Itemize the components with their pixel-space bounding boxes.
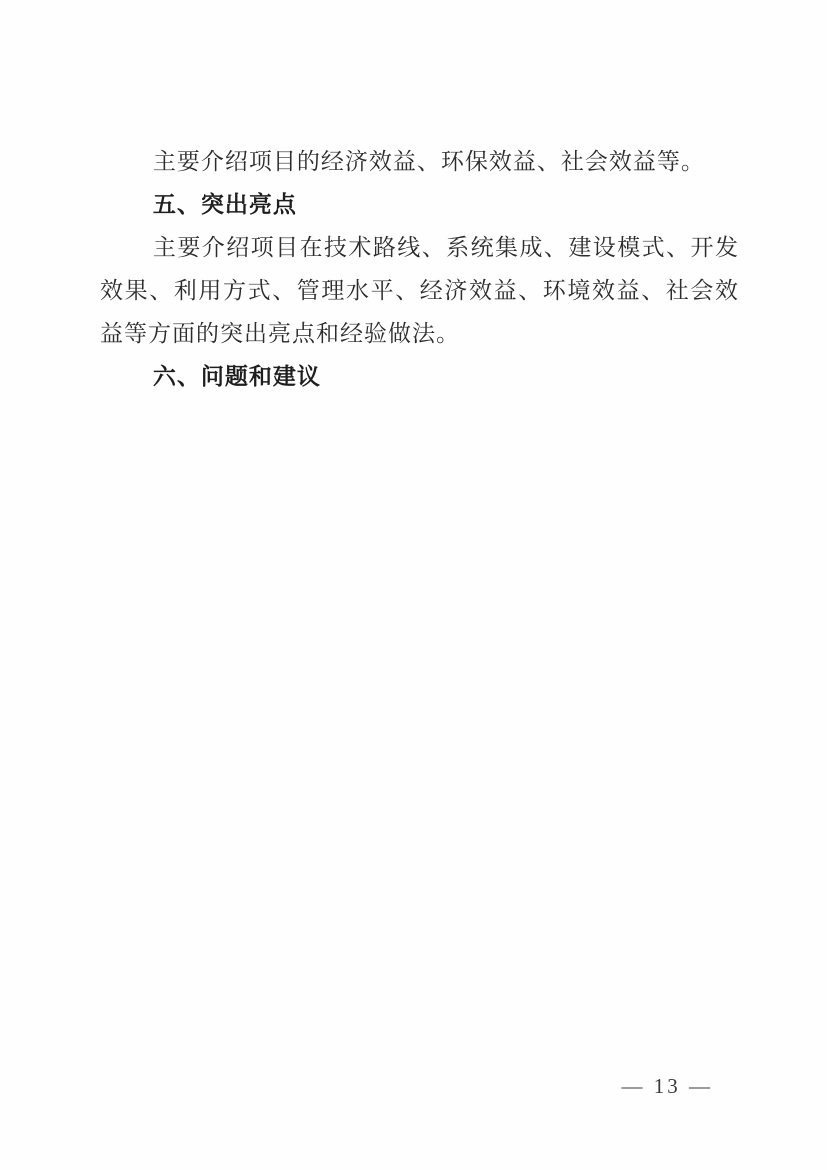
paragraph-benefits: 主要介绍项目的经济效益、环保效益、社会效益等。 xyxy=(152,149,705,174)
document-content xyxy=(100,140,739,398)
heading-section-5: 五、突出亮点 xyxy=(152,191,297,217)
page-number: — 13 — xyxy=(621,1074,713,1098)
paragraph-highlights: 主要介绍项目在技术路线、系统集成、建设模式、开发效果、利用方式、管理水平、经济效益、环境效益、社会效益等方面的突出亮点和经验做法。 xyxy=(100,235,739,346)
heading-section-6: 六、问题和建议 xyxy=(152,363,321,389)
